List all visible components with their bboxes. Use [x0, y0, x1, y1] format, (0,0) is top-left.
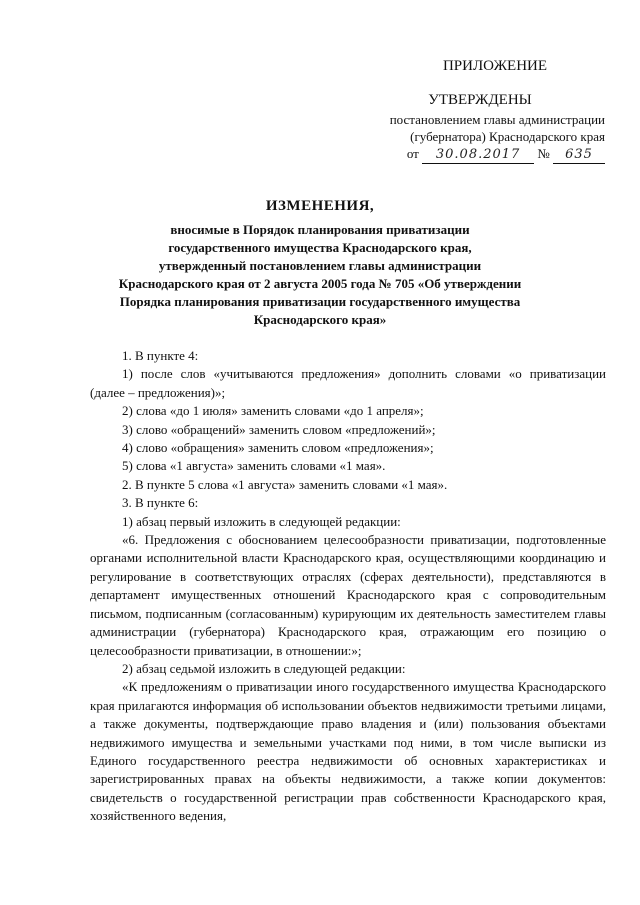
from-label: от	[406, 146, 419, 161]
approval-line-1: постановлением главы администрации	[389, 112, 605, 127]
approval-line-2: (губернатора) Краснодарского края	[410, 129, 605, 144]
approved-label: УТВЕРЖДЕНЫ	[428, 92, 532, 108]
paragraph: 5) слова «1 августа» заменить словами «1 мая».	[122, 458, 386, 474]
document-body	[90, 347, 606, 826]
document-heading	[90, 197, 550, 329]
appendix-label: ПРИЛОЖЕНИЕ	[442, 58, 548, 74]
handwritten-date: 30.08.2017	[422, 146, 534, 164]
handwritten-number: 635	[553, 146, 605, 164]
heading-line: утвержденный постановлением главы администрации	[158, 258, 482, 273]
paragraph: 2) слова «до 1 июля» заменить словами «до 1 апреля»;	[122, 403, 424, 419]
number-label: №	[537, 146, 550, 161]
paragraph: 3. В пункте 6:	[122, 495, 199, 511]
heading-line: Порядка планирования приватизации государственного имущества	[119, 294, 521, 309]
paragraph: 3) слово «обращений» заменить словом «предложений»;	[122, 421, 436, 437]
paragraph: 2) абзац седьмой изложить в следующей редакции:	[122, 660, 406, 676]
heading-line: Краснодарского края от 2 августа 2005 года № 705 «Об утверждении	[118, 276, 522, 291]
paragraph: 4) слово «обращения» заменить словом «предложения»;	[122, 440, 434, 456]
heading-line: Краснодарского края»	[253, 312, 387, 327]
approval-date-number-line	[355, 145, 605, 164]
paragraph: 1) абзац первый изложить в следующей редакции:	[122, 513, 401, 529]
heading-line: государственного имущества Краснодарского края,	[168, 240, 472, 255]
heading-line: вносимые в Порядок планирования приватизации	[170, 222, 470, 237]
paragraph: 2. В пункте 5 слова «1 августа» заменить словами «1 мая».	[122, 476, 448, 492]
paragraph: 1. В пункте 4:	[122, 348, 199, 363]
paragraph: 1) после слов «учитываются предложения» дополнить словами «о приватизации (далее – предложения)»;	[90, 366, 606, 400]
approval-block	[355, 58, 605, 164]
heading-title: ИЗМЕНЕНИЯ,	[265, 198, 375, 214]
paragraph: «6. Предложения с обоснованием целесообразности приватизации, подготовленные органами исполнительной власти Краснодарского края, осуществляющими координацию и регулирование в соответствующих отраслях (сферах деятельности), представляются в департамент имущественных отношений Краснодарского края с сопроводительным письмом, подписанным (согласованным) курирующим их деятельность заместителем главы администрации (губернатора) Краснодарского края, отражающим его позицию о целесообразности приватизации, в отношении:»;	[90, 532, 606, 658]
paragraph: «К предложениям о приватизации иного государственного имущества Краснодарского края прилагаются информация об использовании объектов недвижимости третьими лицами, а также документы, подтверждающие право владения и (или) пользования объектами недвижимого имущества и земельными участками под ними, в том числе выписки из Единого государственного реестра недвижимости об основных характеристиках и зарегистрированных правах на объекты недвижимости, а также копии документов: свидетельств о государственной регистрации прав собственности Краснодарского края, хозяйственного ведения,	[90, 679, 606, 824]
